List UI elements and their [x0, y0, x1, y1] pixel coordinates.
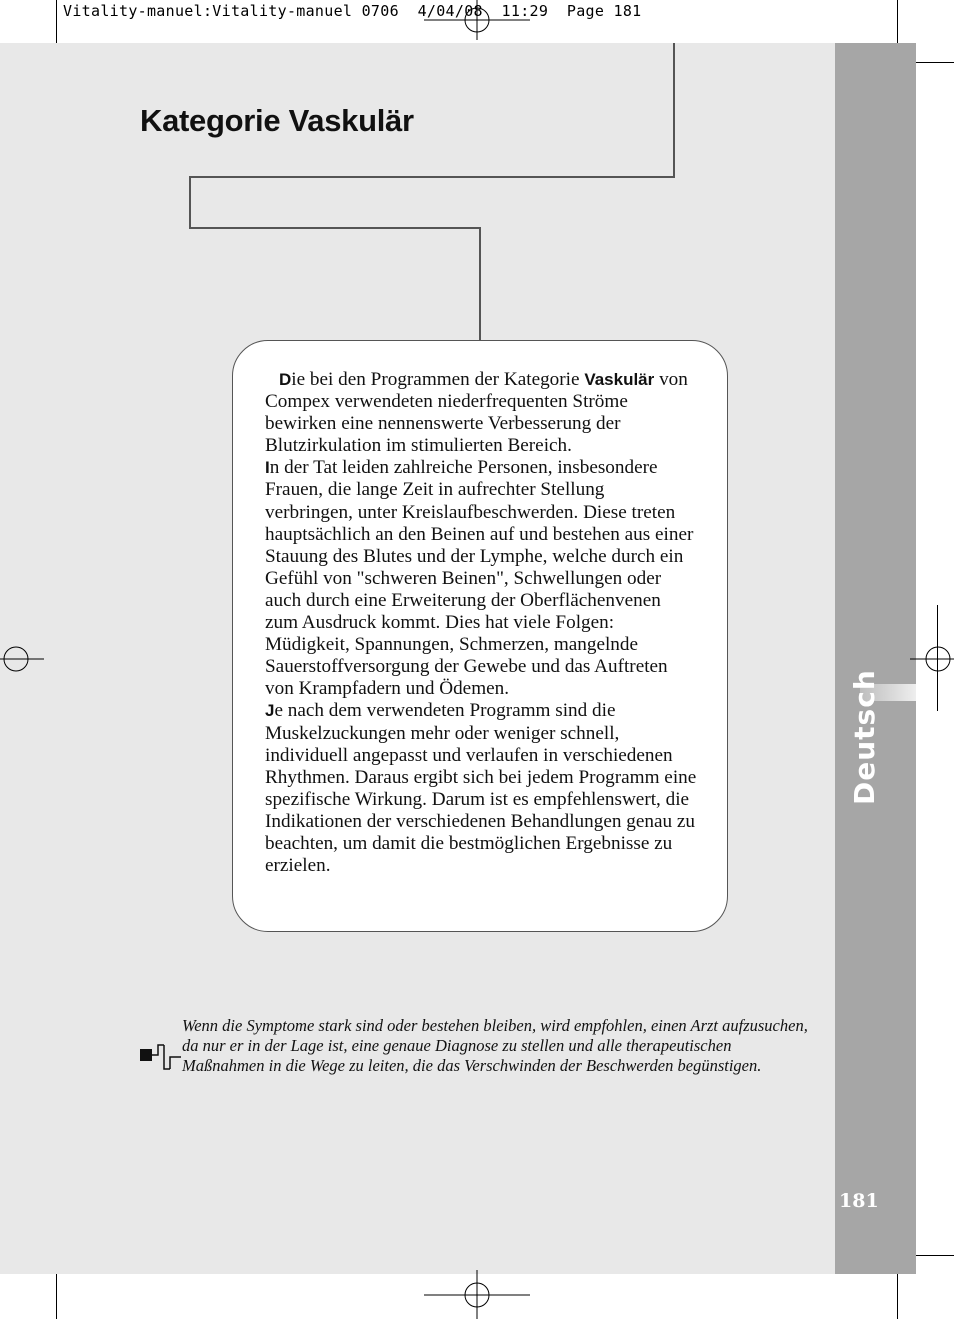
paragraph-text: ie bei den Programmen der Kategorie [291, 369, 585, 390]
drop-cap: J [265, 701, 275, 721]
paragraph-text: e nach dem verwendeten Programm sind die Muskelzuckungen mehr oder weniger schnell, individuell angepasst und verlaufen in verschiedenen Rhythmen. Daraus ergibt sich bei jedem Programm eine spezifische Wirkung. Darum ist es empfehlenswert, die Indikationen der verschiedenen Behandlungen genau zu beachten, um damit die bestmöglichen Ergebnisse zu erzielen. [265, 700, 697, 877]
drop-cap: D [279, 370, 292, 389]
description-box [232, 340, 728, 932]
square-wave-pulse-icon [139, 1043, 181, 1071]
language-label: Deutsch [848, 669, 881, 805]
paragraph-text: n der Tat leiden zahlreiche Personen, insbesondere Frauen, die lange Zeit in aufrechter Stellung verbringen, unter Kreislaufbeschwerden. Diese treten hauptsächlich an den Beinen auf und bestehen aus einer Stauung des Blutes und der Lymphe, welche durch ein Gefühl von "schweren Beinen", Schwellungen oder auch durch eine Erweiterung der Oberflächenvenen zum Ausdruck kommt. Dies hat viele Folgen: Müdigkeit, Spannungen, Schmerzen, mangelnde Sauerstoffversorgung der Gewebe und das Auftreten von Krampfadern und Ödemen. [265, 457, 694, 700]
category-keyword: Vaskulär [584, 370, 655, 389]
medical-advice-note: Wenn die Symptome stark sind oder bestehen bleiben, wird empfohlen, einen Arzt aufzusuchen, da nur er in der Lage ist, eine genaue Diagnose zu stellen und alle therapeutischen Maßnahmen in die Wege zu leiten, die das Verschwinden der Beschwerden begünstigen. [182, 1016, 808, 1076]
paragraph-symptoms [265, 457, 697, 700]
page-title: Kategorie Vaskulär [140, 103, 414, 138]
drop-cap: I [265, 458, 270, 478]
paragraph-intro [265, 369, 697, 457]
page-number: 181 [839, 1190, 879, 1212]
paragraph-text: von Compex verwendeten niederfrequenten Ströme bewirken eine nennenswerte Verbesserung der Blutzirkulation im stimulierten Bereich. [265, 369, 688, 457]
paragraph-programs [265, 700, 697, 877]
print-slug: Vitality-manuel:Vitality-manuel 0706 4/04/08 11:29 Page 181 [63, 2, 642, 20]
